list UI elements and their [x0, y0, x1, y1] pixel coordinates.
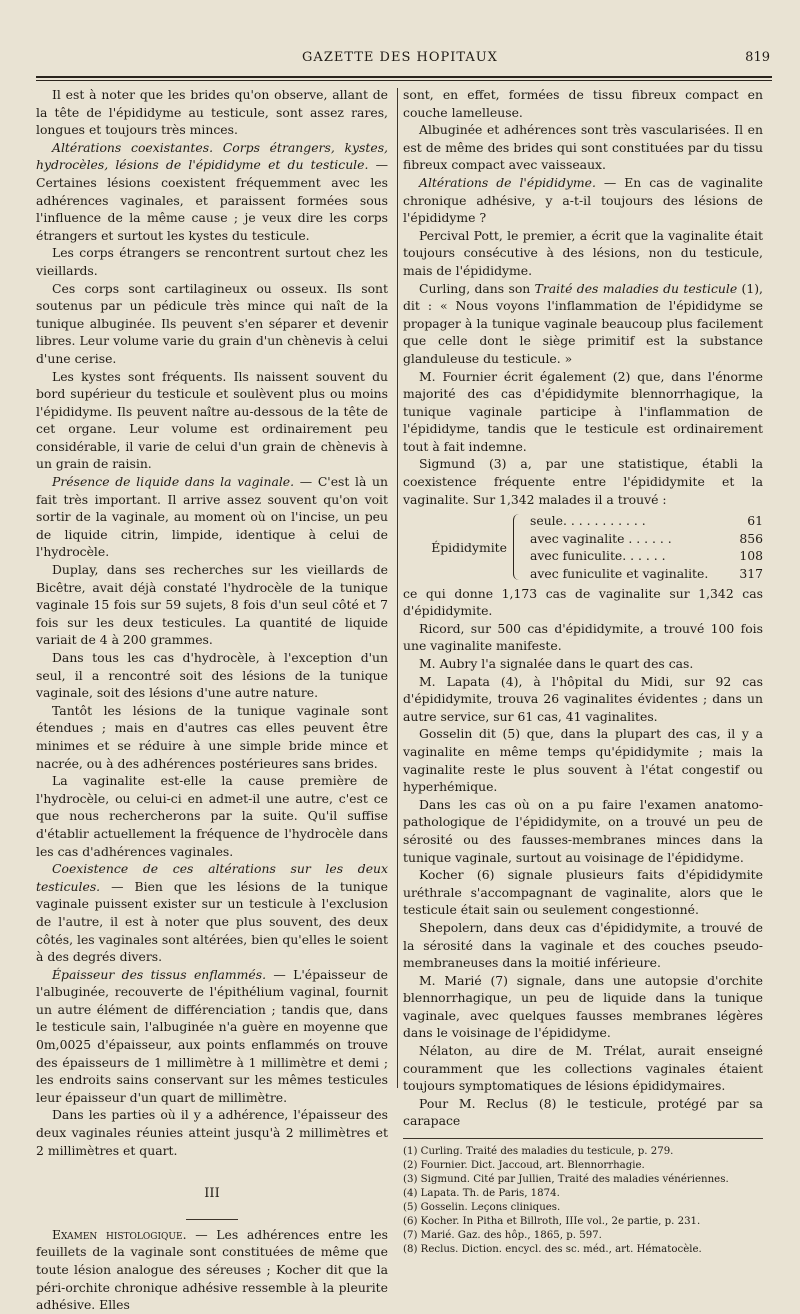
paragraph-text: — Bien que les lésions de la tunique vaginale puissent exister sur un testicule à l'exclusion de l'autre, il est à noter que plus souvent, des deux côtés, les vaginales sont altérées, bien qu'elles le soient à des degrés divers.	[36, 878, 388, 965]
book-title: Traité des maladies du testicule	[534, 280, 738, 296]
footnotes	[403, 1145, 763, 1257]
paragraph: Dans les parties où il y a adhérence, l'épaisseur des deux vaginales réunies atteint jusqu'à 2 millimètres et 2 millimètres et quart.	[36, 1107, 388, 1158]
footnote: (3) Sigmund. Cité par Jullien, Traité des maladies vénériennes.	[403, 1174, 729, 1186]
paragraph	[36, 473, 388, 561]
row-label: avec funiculite et vaginalite.	[530, 566, 709, 582]
header-rule	[36, 76, 772, 78]
paragraph-text: — En cas de vaginalite chronique adhésive, y a-t-il toujours des lésions de l'épididyme ?	[403, 174, 764, 226]
right-column	[403, 86, 763, 1257]
journal-title: GAZETTE DES HOPITAUX	[302, 50, 498, 65]
table-row	[530, 512, 763, 530]
footnote: (6) Kocher. In Pitha et Billroth, IIIe vol., 2e partie, p. 231.	[403, 1216, 701, 1228]
left-column	[36, 86, 388, 1314]
footnote: (1) Curling. Traité des maladies du testicule, p. 279.	[403, 1146, 674, 1158]
row-value: 317	[739, 566, 763, 582]
paragraph-text: Curling, dans son	[419, 280, 535, 296]
paragraph: Kocher (6) signale plusieurs faits d'épididymite uréthrale s'accompagnant de vaginalite, alors que le testicule était sain ou seulement congestionné.	[403, 867, 763, 918]
paragraph: Les corps étrangers se rencontrent surtout chez les vieillards.	[36, 245, 388, 278]
footnote-rule	[403, 1138, 763, 1139]
brace-icon	[513, 514, 524, 580]
paragraph	[36, 139, 388, 245]
paragraph: Sigmund (3) a, par une statistique, établi la coexistence fréquente entre l'épididymite et la vaginalite. Sur 1,342 malades il a trouvé :	[403, 456, 763, 507]
paragraph	[36, 966, 388, 1107]
row-value: 108	[739, 548, 763, 564]
paragraph: Dans les cas où on a pu faire l'examen anatomo-pathologique de l'épididymite, on a trouvé un peu de sérosité ou des fausses-membranes minces dans la tunique vaginale, surtout au voisinage de l'épididyme.	[403, 796, 763, 865]
row-label: avec vaginalite . . . . . .	[530, 530, 672, 546]
footnote: (4) Lapata. Th. de Paris, 1874.	[403, 1188, 560, 1200]
paragraph: M. Lapata (4), à l'hôpital du Midi, sur 92 cas d'épididymite, trouva 26 vaginalites évidentes ; dans un autre service, sur 61 cas, 41 vaginalites.	[403, 673, 763, 724]
paragraph-text: — L'épaisseur de l'albuginée, recouverte de l'épithélium vaginal, fournit un autre élément de différenciation ; tandis que, dans le testicule sain, l'albuginée n'a guère en moyenne que 0m,0025 d'épaisseur, aux points enflammés on trouve des épaisseurs de 1 millimètre à 1 millimètre et demi ; les endroits sains conservant sur les mêmes testicules leur épaisseur d'un quart de millimètre.	[36, 966, 388, 1105]
paragraph-text: — Les adhérences entre les feuillets de la vaginale sont constituées de même que toute lésion analogue des séreuses ; Kocher dit que la péri-orchite chronique adhésive ressemble à la pleurite adhésive. Elles	[36, 1226, 388, 1313]
paragraph: Nélaton, au dire de M. Trélat, aurait enseigné couramment que les collections vaginales étaient toujours symptomatiques de lésions épididymaires.	[403, 1043, 763, 1094]
paragraph-heading: Altérations de l'épididyme.	[419, 174, 596, 190]
paragraph-heading: Épaisseur des tissus enflammés.	[52, 966, 267, 982]
paragraph: Tantôt les lésions de la tunique vaginale sont étendues ; mais en d'autres cas elles peuvent être minimes et se réduire à une simple bride mince et nacrée, ou à des adhérences postérieures sans brides.	[36, 702, 388, 771]
row-label: avec funiculite. . . . . .	[530, 548, 666, 564]
paragraph: Les kystes sont fréquents. Ils naissent souvent du bord supérieur du testicule et soulèvent plus ou moins l'épididyme. Ils peuvent naître au-dessous de la tête de cet organe. Leur volume est ordinairement peu considérable, il varie de celui d'un grain de chènevis à un grain de raisin.	[36, 368, 388, 472]
statistics-table	[403, 512, 763, 582]
row-value: 61	[747, 513, 763, 529]
table-row	[530, 547, 763, 565]
paragraph	[403, 174, 763, 227]
statistics-rows	[530, 512, 763, 582]
footnote: (5) Gosselin. Leçons cliniques.	[403, 1202, 561, 1214]
paragraph: ce qui donne 1,173 cas de vaginalite sur 1,342 cas d'épididymite.	[403, 585, 763, 619]
paragraph: Dans tous les cas d'hydrocèle, à l'exception d'un seul, il a rencontré soit des lésions de la tunique vaginale, soit des lésions d'une autre nature.	[36, 650, 388, 701]
row-label: seule. . . . . . . . . . .	[530, 513, 646, 529]
footnote: (7) Marié. Gaz. des hôp., 1865, p. 597.	[403, 1230, 602, 1242]
page-number: 819	[745, 50, 770, 65]
paragraph: Duplay, dans ses recherches sur les vieillards de Bicêtre, avait déjà constaté l'hydrocèle de la tunique vaginale 15 fois sur 59 sujets, 8 fois d'un seul côté et 7 fois sur les deux testicules. La quantité de liquide variait de 4 à 200 grammes.	[36, 562, 388, 648]
paragraph-heading: Examen histologique.	[52, 1226, 187, 1242]
paragraph: Il est à noter que les brides qu'on observe, allant de la tête de l'épididyme au testicule, sont assez rares, longues et toujours très minces.	[36, 87, 388, 138]
paragraph: Shepolern, dans deux cas d'épididymite, a trouvé de la sérosité dans la vaginale et des couches pseudo-membraneuses dans la moitié inférieure.	[403, 919, 763, 971]
paragraph: M. Marié (7) signale, dans une autopsie d'orchite blennorrhagique, un peu de liquide dans la tunique vaginale, avec quelques fausses membranes légères dans le voisinage de l'épididyme.	[403, 972, 763, 1041]
paragraph: Albuginée et adhérences sont très vascularisées. Il en est de même des brides qui sont constituées par du tissu fibreux compact avec vaisseaux.	[403, 122, 763, 173]
column-divider	[397, 88, 398, 1088]
paragraph-heading: Coexistence de ces altérations sur les deux testicules.	[36, 861, 388, 894]
row-value: 856	[739, 530, 763, 546]
footnote: (8) Reclus. Diction. encycl. des sc. méd., art. Hématocèle.	[403, 1244, 702, 1256]
statistics-label: Épididymite	[431, 539, 507, 555]
paragraph	[36, 860, 388, 966]
table-row	[530, 565, 763, 583]
paragraph: M. Aubry l'a signalée dans le quart des cas.	[419, 656, 694, 671]
paragraph: sont, en effet, formées de tissu fibreux compact en couche lamelleuse.	[403, 87, 763, 120]
header-rule-thin	[36, 80, 772, 81]
page-header	[30, 44, 770, 70]
table-row	[530, 530, 763, 548]
paragraph: Percival Pott, le premier, a écrit que la vaginalite était toujours consécutive à des lésions, non du testicule, mais de l'épididyme.	[403, 227, 763, 278]
paragraph-heading: Présence de liquide dans la vaginale.	[52, 474, 295, 490]
paragraph: Gosselin dit (5) que, dans la plupart des cas, il y a vaginalite en même temps qu'épididymite ; mais la vaginalite reste le plus souvent à l'état congestif ou hyperhémique.	[403, 726, 763, 795]
paragraph-text: (1), dit : « Nous voyons l'inflammation de l'épididyme se propager à la tunique vaginale beaucoup plus facilement que celle dont le siège primitif est la substance glanduleuse du testicule. »	[403, 280, 764, 366]
paragraph: M. Fournier écrit également (2) que, dans l'énorme majorité des cas d'épididymite blennorrhagique, la tunique vaginale participe à l'inflammation de l'épididyme, tandis que le testicule est ordinairement tout à fait indemne.	[403, 368, 763, 454]
paragraph: Ricord, sur 500 cas d'épididymite, a trouvé 100 fois une vaginalite manifeste.	[403, 620, 763, 654]
paragraph	[403, 280, 763, 368]
paragraph	[36, 1226, 388, 1314]
section-number: III	[204, 1186, 220, 1202]
paragraph-text: — Certaines lésions coexistent fréquemment avec les adhérences vaginales, et paraissent formées sous l'influence de la même cause ; je veux dire les corps étrangers et surtout les kystes du testicule.	[36, 157, 388, 243]
section-rule	[186, 1219, 238, 1220]
paragraph: La vaginalite est-elle la cause première de l'hydrocèle, ou celui-ci en admet-il une autre, c'est ce que nous rechercherons par la suite. Qu'il suffise d'établir actuellement la fréquence de l'hydrocèle dans les cas d'adhérences vaginales.	[36, 773, 388, 859]
paragraph: Ces corps sont cartilagineux ou osseux. Ils sont soutenus par un pédicule très mince qui naît de la tunique albuginée. Ils peuvent s'en séparer et devenir libres. Leur volume varie du grain d'un chènevis à celui d'une cerise.	[36, 280, 388, 366]
footnote: (2) Fournier. Dict. Jaccoud, art. Blennorrhagie.	[403, 1160, 645, 1172]
paragraph-text: — C'est là un fait très important. Il arrive assez souvent qu'on voit sortir de la vaginale, au moment où on l'incise, un peu de liquide citrin, limpide, identique à celui de l'hydrocèle.	[36, 474, 389, 560]
paragraph-heading: Altérations coexistantes. Corps étrangers, kystes, hydrocèles, lésions de l'épididyme et du testicule.	[36, 139, 388, 173]
paragraph: Pour M. Reclus (8) le testicule, protégé par sa carapace	[403, 1095, 763, 1129]
